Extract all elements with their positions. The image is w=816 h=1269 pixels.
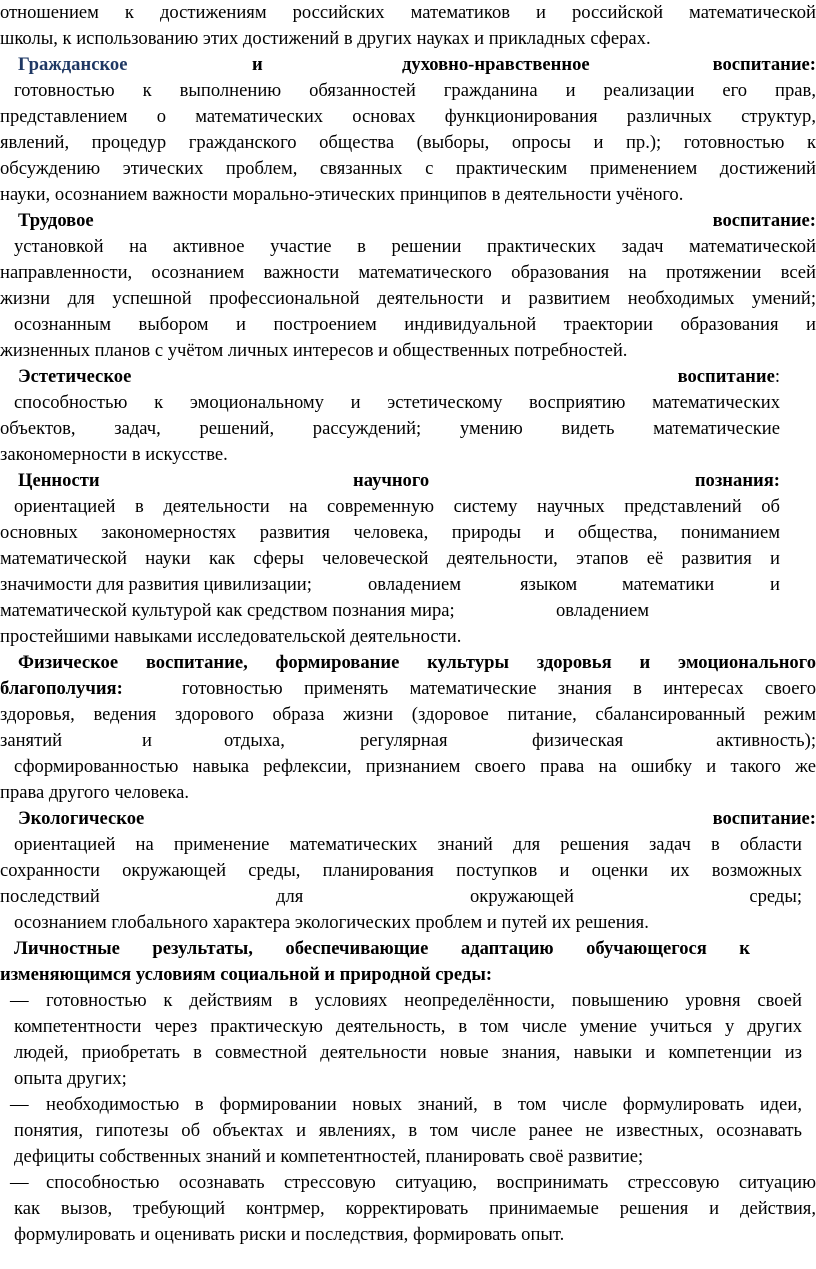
- text-fragment: для: [276, 886, 304, 907]
- list-item-line: понятия, гипотезы об объектах и явлениях, в том числе ранее не известных, осознавать: [14, 1120, 802, 1141]
- heading-physical-education: Физическое воспитание, формирование культуры здоровья и эмоционального: [18, 652, 816, 673]
- paragraph-line: здоровья, ведения здорового образа жизни (здоровое питание, сбалансированный режим: [0, 704, 816, 725]
- heading-ecological-education: [18, 806, 816, 832]
- paragraph-line: готовностью к выполнению обязанностей гражданина и реализации его прав,: [14, 80, 816, 101]
- paragraph-line: способностью к эмоциональному и эстетическому восприятию математических: [14, 392, 780, 413]
- heading-scientific-knowledge: [18, 468, 780, 494]
- paragraph-line: осознанием глобального характера экологических проблем и путей их решения.: [14, 912, 649, 933]
- paragraph-line: ориентацией в деятельности на современную систему научных представлений об: [14, 496, 780, 517]
- heading-personal-results: Личностные результаты, обеспечивающие адаптацию обучающегося к: [14, 938, 750, 959]
- text-fragment: активность);: [716, 730, 816, 751]
- heading-word: Трудовое: [18, 210, 94, 231]
- paragraph-line: закономерности в искусстве.: [0, 444, 228, 465]
- heading-word: познания:: [694, 470, 780, 491]
- heading-fragment: благополучия:: [0, 678, 123, 699]
- paragraph-line: явлений, процедур гражданского общества (выборы, опросы и пр.); готовностью к: [0, 132, 816, 153]
- text-fragment: математической культурой как средством познания мира;: [0, 600, 455, 621]
- list-item-line: опыта других;: [14, 1068, 127, 1089]
- list-item-line: как вызов, требующий контрмер, корректировать принимаемые решения и действия,: [14, 1198, 816, 1219]
- list-item-line: людей, приобретать в совместной деятельности новые знания, навыки и компетенции из: [14, 1042, 802, 1063]
- paragraph-line: представлением о математических основах функционирования различных структур,: [0, 106, 816, 127]
- text-fragment: окружающей: [470, 886, 574, 907]
- heading-colon: :: [774, 366, 780, 387]
- heading-word: воспитание:: [712, 808, 816, 829]
- text-fragment: математики: [622, 574, 715, 595]
- text-fragment: физическая: [532, 730, 624, 751]
- paragraph-line: осознанным выбором и построением индивидуальной траектории образования и: [14, 314, 816, 335]
- heading-word: воспитание:: [712, 210, 816, 231]
- heading-word: научного: [353, 470, 430, 491]
- heading-word: и: [252, 54, 263, 75]
- heading-word: Гражданское: [18, 54, 128, 75]
- paragraph-line: отношением к достижениям российских математиков и российской математической: [0, 2, 816, 23]
- paragraph-line: математической науки как сферы человеческой деятельности, этапов её развития и: [0, 548, 780, 569]
- paragraph-line: [0, 572, 780, 598]
- text-fragment: отдыха,: [224, 730, 285, 751]
- paragraph-line: [0, 676, 816, 702]
- text-fragment: и: [770, 574, 780, 595]
- text-fragment: среды;: [749, 886, 802, 907]
- paragraph-line: ориентацией на применение математических знаний для решения задач в области: [14, 834, 802, 855]
- heading-word: воспитание:: [712, 54, 816, 75]
- text-fragment: готовностью применять математические знания в интересах своего: [182, 678, 816, 699]
- heading-word: Ценности: [18, 470, 100, 491]
- heading-word: Экологическое: [18, 808, 145, 829]
- heading-personal-results-cont: изменяющимся условиям социальной и природной среды:: [0, 964, 493, 985]
- text-fragment: овладением: [556, 600, 649, 621]
- paragraph-line: жизненных планов с учётом личных интересов и общественных потребностей.: [0, 340, 628, 361]
- text-fragment: овладением: [368, 574, 461, 595]
- text-fragment: регулярная: [360, 730, 448, 751]
- paragraph-line: [0, 884, 802, 910]
- paragraph-line: права другого человека.: [0, 782, 190, 803]
- paragraph-line: [0, 598, 780, 624]
- text-fragment: последствий: [0, 886, 100, 907]
- heading-word: Эстетическое: [18, 366, 132, 387]
- text-fragment: языком: [520, 574, 578, 595]
- list-item-line: дефициты собственных знаний и компетентностей, планировать своё развитие;: [14, 1146, 644, 1167]
- paragraph-line: основных закономерностях развития человека, природы и общества, пониманием: [0, 522, 780, 543]
- dash-bullet: —: [10, 990, 29, 1011]
- list-item-line: необходимостью в формировании новых знаний, в том числе формулировать идеи,: [46, 1094, 802, 1115]
- paragraph-line: направленности, осознанием важности математического образования на протяжении всей: [0, 262, 816, 283]
- list-item-line: способностью осознавать стрессовую ситуацию, воспринимать стрессовую ситуацию: [46, 1172, 816, 1193]
- paragraph-line: сохранности окружающей среды, планирования поступков и оценки их возможных: [0, 860, 802, 881]
- list-item-line: компетентности через практическую деятельность, в том числе умение учиться у других: [14, 1016, 802, 1037]
- paragraph-line: школы, к использованию этих достижений в других науках и прикладных сферах.: [0, 28, 651, 49]
- text-fragment: значимости для развития цивилизации;: [0, 574, 312, 595]
- list-item-line: готовностью к действиям в условиях неопределённости, повышению уровня своей: [46, 990, 802, 1011]
- paragraph-line: простейшими навыками исследовательской деятельности.: [0, 626, 462, 647]
- list-item-line: формулировать и оценивать риски и последствия, формировать опыт.: [14, 1224, 565, 1245]
- heading-word: воспитание: [677, 366, 775, 387]
- text-fragment: занятий: [0, 730, 63, 751]
- paragraph-line: установкой на активное участие в решении практических задач математической: [14, 236, 816, 257]
- heading-aesthetic-education: [18, 364, 780, 390]
- paragraph-line: [0, 728, 816, 754]
- dash-bullet: —: [10, 1094, 29, 1115]
- paragraph-line: жизни для успешной профессиональной деятельности и развитием необходимых умений;: [0, 288, 816, 309]
- paragraph-line: объектов, задач, решений, рассуждений; умению видеть математические: [0, 418, 780, 439]
- heading-civic-education: [18, 52, 816, 78]
- text-fragment: и: [142, 730, 152, 751]
- heading-word: духовно-нравственное: [402, 54, 590, 75]
- paragraph-line: науки, осознанием важности морально-этических принципов в деятельности учёного.: [0, 184, 684, 205]
- heading-labor-education: [18, 208, 816, 234]
- paragraph-line: обсуждению этических проблем, связанных с практическим применением достижений: [0, 158, 816, 179]
- paragraph-line: сформированностью навыка рефлексии, признанием своего права на ошибку и такого же: [14, 756, 816, 777]
- dash-bullet: —: [10, 1172, 29, 1193]
